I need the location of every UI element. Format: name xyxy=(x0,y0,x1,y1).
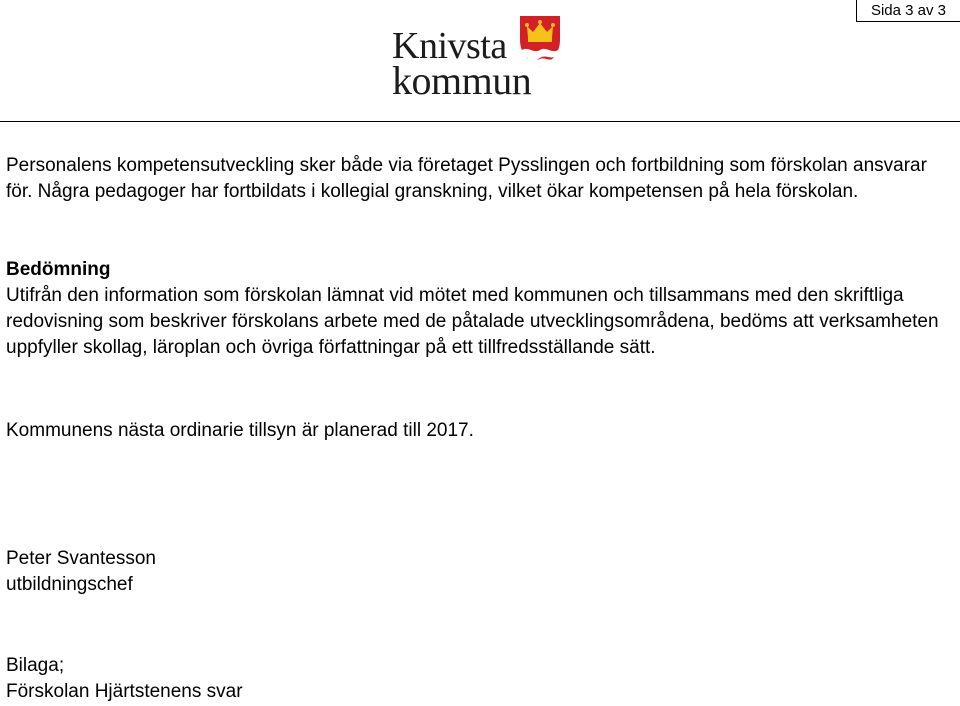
attachment-item: Förskolan Hjärtstenens svar xyxy=(6,681,243,702)
municipality-logo xyxy=(390,14,570,103)
crown-shield-icon xyxy=(518,14,562,68)
signatory-title: utbildningschef xyxy=(6,574,133,595)
logo-wordmark-line2: kommun xyxy=(392,58,532,103)
signatory-name: Peter Svantesson xyxy=(6,548,156,569)
assessment-heading: Bedömning xyxy=(6,259,111,280)
next-review-paragraph: Kommunens nästa ordinarie tillsyn är planerad till 2017. xyxy=(6,420,474,441)
competence-paragraph: Personalens kompetensutveckling sker både via företaget Pysslingen och fortbildning som förskolan ansvarar för. Några pedagoger har fortbildats i kollegial granskning, vilket ökar kompetensen på hela förskolan. xyxy=(6,155,927,202)
attachment-label: Bilaga; xyxy=(6,655,65,676)
logo-wordmark-line1: Knivsta xyxy=(392,25,507,67)
header-divider xyxy=(0,121,960,122)
page-number: Sida 3 av 3 xyxy=(856,0,960,22)
assessment-paragraph: Utifrån den information som förskolan lämnat vid mötet med kommunen och tillsammans med den skriftliga redovisning som beskriver förskolans arbete med de påtalade utvecklingsområdena, bedöms att verksamheten uppfyller skollag, läroplan och övriga författningar på ett tillfredsställande sätt. xyxy=(6,285,939,358)
